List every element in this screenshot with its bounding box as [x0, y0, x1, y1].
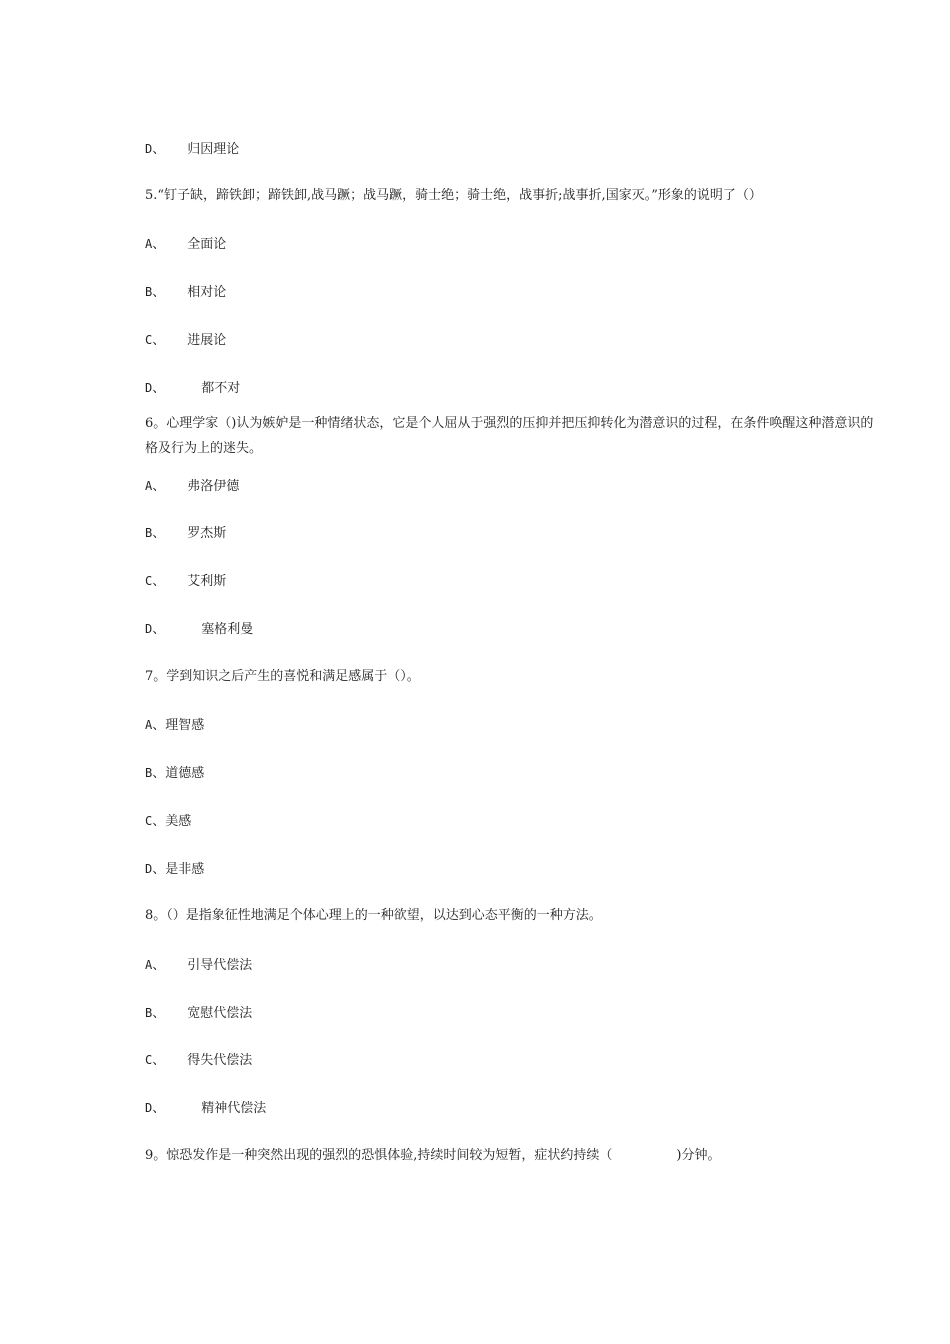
option-text: 宽慰代偿法: [187, 1006, 253, 1021]
q6-option-a[interactable]: [145, 476, 239, 497]
option-text: 进展论: [187, 333, 227, 348]
option-text: 道德感: [165, 766, 205, 781]
option-letter: A: [145, 958, 153, 972]
option-text: 塞格利曼: [201, 622, 254, 637]
option-letter: D: [145, 381, 153, 395]
option-text: 罗杰斯: [187, 526, 227, 541]
option-separator: 、: [152, 766, 166, 781]
q8-option-a[interactable]: [145, 955, 252, 976]
option-letter: C: [145, 814, 153, 828]
option-text: 相对论: [187, 285, 227, 300]
option-separator: 、: [152, 333, 166, 348]
question-text: 9。惊恐发作是一种突然出现的强烈的恐惧体验,持续时间较为短暂，症状约持续（: [145, 1148, 613, 1163]
option-separator: 、: [152, 381, 166, 396]
q6-stem-line-2: [145, 439, 262, 459]
option-separator: 、: [152, 862, 166, 877]
option-text: 理智感: [165, 718, 205, 733]
option-separator: 、: [152, 1053, 166, 1068]
option-separator: 、: [152, 285, 166, 300]
option-text: 艾利斯: [187, 574, 227, 589]
option-text: 弗洛伊德: [187, 479, 240, 494]
option-separator: 、: [152, 958, 166, 973]
option-separator: 、: [152, 718, 166, 733]
option-text: 全面论: [187, 237, 227, 252]
question-text-end: )分钟。: [676, 1148, 721, 1163]
q8-stem: [145, 906, 602, 926]
option-letter: C: [145, 574, 153, 588]
q6-option-d[interactable]: [145, 619, 253, 640]
option-letter: B: [145, 766, 153, 780]
option-letter: C: [145, 333, 153, 347]
q7-option-d[interactable]: [145, 859, 204, 880]
option-separator: 、: [152, 142, 166, 157]
option-letter: D: [145, 622, 153, 636]
q5-option-d[interactable]: [145, 378, 240, 399]
question-text: 6。心理学家（)认为嫉妒是一种情绪状态，它是个人屈从于强烈的压抑并把压抑转化为潜意识的过程，在条件唤醒这种潜意识的: [145, 416, 874, 431]
option-letter: D: [145, 862, 153, 876]
option-letter: A: [145, 237, 153, 251]
q6-stem-line-1: [145, 414, 873, 434]
option-separator: 、: [152, 1101, 166, 1116]
option-text: 是非感: [165, 862, 205, 877]
option-separator: 、: [152, 622, 166, 637]
q8-option-b[interactable]: [145, 1003, 252, 1024]
option-separator: 、: [152, 814, 166, 829]
q5-option-c[interactable]: [145, 330, 226, 351]
option-letter: A: [145, 479, 153, 493]
option-separator: 、: [152, 1006, 166, 1021]
option-letter: B: [145, 285, 153, 299]
q7-option-b[interactable]: [145, 763, 204, 784]
q9-stem: [145, 1146, 720, 1166]
q5-option-b[interactable]: [145, 282, 226, 303]
q6-option-b[interactable]: [145, 523, 226, 544]
option-letter: B: [145, 526, 153, 540]
option-letter: A: [145, 718, 153, 732]
option-letter: D: [145, 1101, 153, 1115]
option-text: 都不对: [201, 381, 241, 396]
option-separator: 、: [152, 479, 166, 494]
q8-option-c[interactable]: [145, 1050, 252, 1071]
q5-option-a[interactable]: [145, 234, 226, 255]
option-separator: 、: [152, 574, 166, 589]
option-text: 精神代偿法: [201, 1101, 267, 1116]
option-separator: 、: [152, 237, 166, 252]
option-text: 得失代偿法: [187, 1053, 253, 1068]
q5-stem: [145, 186, 762, 206]
option-text: 归因理论: [187, 142, 240, 157]
option-text: 引导代偿法: [187, 958, 253, 973]
q7-option-c[interactable]: [145, 811, 191, 832]
q7-option-a[interactable]: [145, 715, 204, 736]
question-text: 8。（）是指象征性地满足个体心理上的一种欲望，以达到心态平衡的一种方法。: [145, 908, 602, 923]
option-separator: 、: [152, 526, 166, 541]
question-text: 5.“钉子缺，蹄铁卸；蹄铁卸,战马蹶；战马蹶，骑士绝；骑士绝，战事折;战事折,国家灭。”形象的说明了（）: [145, 188, 762, 203]
question-text: 7。学到知识之后产生的喜悦和满足感属于（）。: [145, 669, 420, 684]
q6-option-c[interactable]: [145, 571, 226, 592]
option-letter: B: [145, 1006, 153, 1020]
q8-option-d[interactable]: [145, 1098, 266, 1119]
q4-option-d[interactable]: [145, 139, 239, 160]
question-text: 格及行为上的迷失。: [145, 441, 263, 456]
option-letter: C: [145, 1053, 153, 1067]
q7-stem: [145, 667, 420, 687]
option-text: 美感: [165, 814, 192, 829]
option-letter: D: [145, 142, 153, 156]
